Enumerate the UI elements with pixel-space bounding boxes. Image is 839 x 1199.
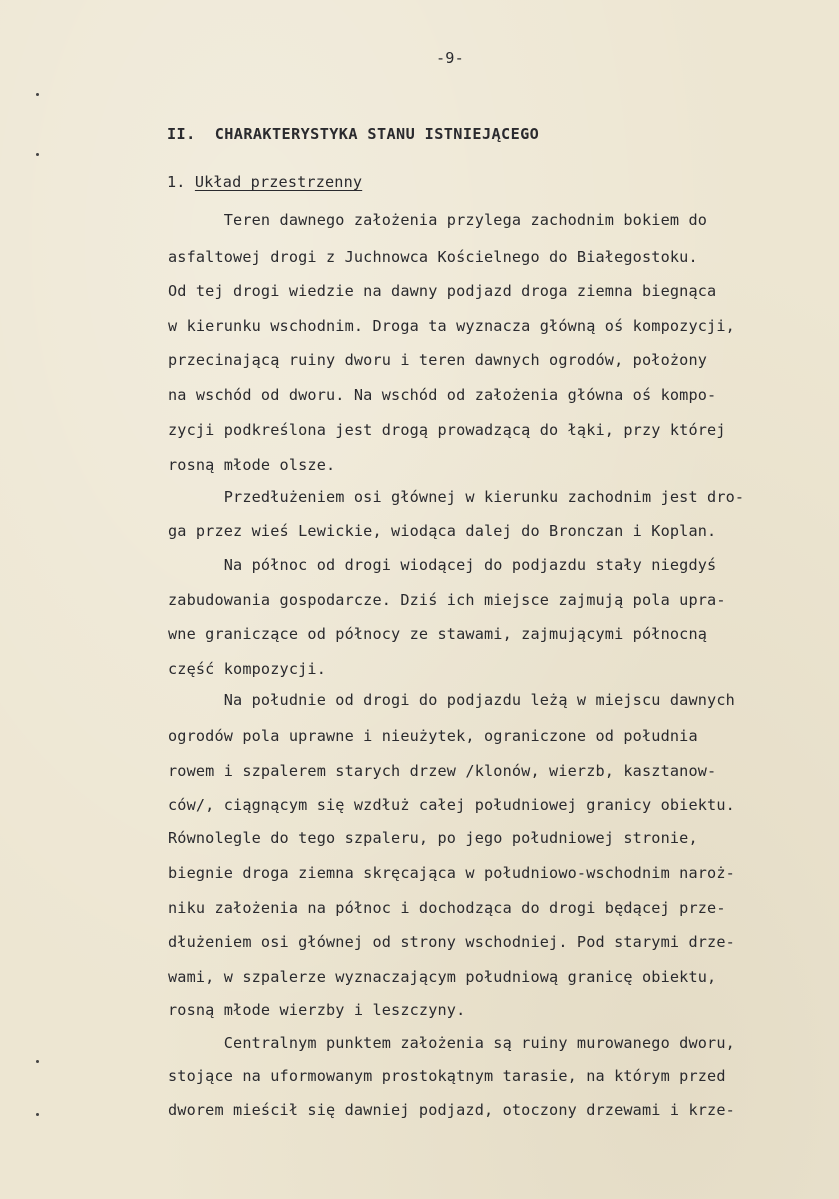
text-line: przecinającą ruiny dworu i teren dawnych ogrodów, położony	[168, 351, 708, 369]
text-line: biegnie droga ziemna skręcająca w południowo-wschodnim naroż-	[168, 864, 735, 882]
text-line: Centralnym punktem założenia są ruiny murowanego dworu,	[168, 1034, 735, 1052]
text-line: ga przez wieś Lewickie, wiodąca dalej do Bronczan i Koplan.	[168, 522, 717, 540]
punch-mark	[36, 1113, 39, 1116]
page-number: -9-	[436, 49, 464, 67]
text-line: Na północ od drogi wiodącej do podjazdu stały niegdyś	[168, 556, 717, 574]
subsection-heading	[167, 172, 362, 192]
text-line: wami, w szpalerze wyznaczającym południową granicę obiektu,	[168, 968, 717, 986]
text-line: rowem i szpalerem starych drzew /klonów, wierzb, kasztanow-	[168, 762, 717, 780]
punch-mark	[36, 93, 39, 96]
text-line: dłużeniem osi głównej od strony wschodniej. Pod starymi drze-	[168, 933, 735, 951]
text-line: Równolegle do tego szpaleru, po jego południowej stronie,	[168, 829, 698, 847]
text-line: niku założenia na północ i dochodząca do drogi będącej prze-	[168, 899, 726, 917]
text-line: rosną młode olsze.	[168, 456, 336, 474]
section-heading: II. CHARAKTERYSTYKA STANU ISTNIEJĄCEGO	[167, 125, 540, 143]
text-line: część kompozycji.	[168, 660, 326, 678]
subsection-title: Układ przestrzenny	[194, 173, 363, 191]
text-line: ców/, ciągnącym się wzdłuż całej południowej granicy obiektu.	[168, 796, 735, 814]
text-line: dworem mieścił się dawniej podjazd, otoczony drzewami i krze-	[168, 1101, 735, 1119]
subsection-number: 1.	[167, 173, 186, 191]
text-line: w kierunku wschodnim. Droga ta wyznacza główną oś kompozycji,	[168, 317, 735, 335]
text-line: stojące na uformowanym prostokątnym tarasie, na którym przed	[168, 1067, 726, 1085]
text-line: zycji podkreślona jest drogą prowadzącą do łąki, przy której	[168, 421, 726, 439]
text-line: wne graniczące od północy ze stawami, zajmującymi północną	[168, 625, 708, 643]
text-line: na wschód od dworu. Na wschód od założenia główna oś kompo-	[168, 386, 717, 404]
text-line: Na południe od drogi do podjazdu leżą w miejscu dawnych	[168, 691, 735, 709]
text-line: Od tej drogi wiedzie na dawny podjazd droga ziemna biegnąca	[168, 282, 717, 300]
punch-mark	[36, 153, 39, 156]
punch-mark	[36, 1060, 39, 1063]
text-line: ogrodów pola uprawne i nieużytek, ograniczone od południa	[168, 727, 698, 745]
text-line: zabudowania gospodarcze. Dziś ich miejsce zajmują pola upra-	[168, 591, 726, 609]
text-line: Teren dawnego założenia przylega zachodnim bokiem do	[168, 211, 708, 229]
text-line: rosną młode wierzby i leszczyny.	[168, 1001, 466, 1019]
text-line: Przedłużeniem osi głównej w kierunku zachodnim jest dro-	[168, 488, 745, 506]
text-line: asfaltowej drogi z Juchnowca Kościelnego do Białegostoku.	[168, 248, 698, 266]
